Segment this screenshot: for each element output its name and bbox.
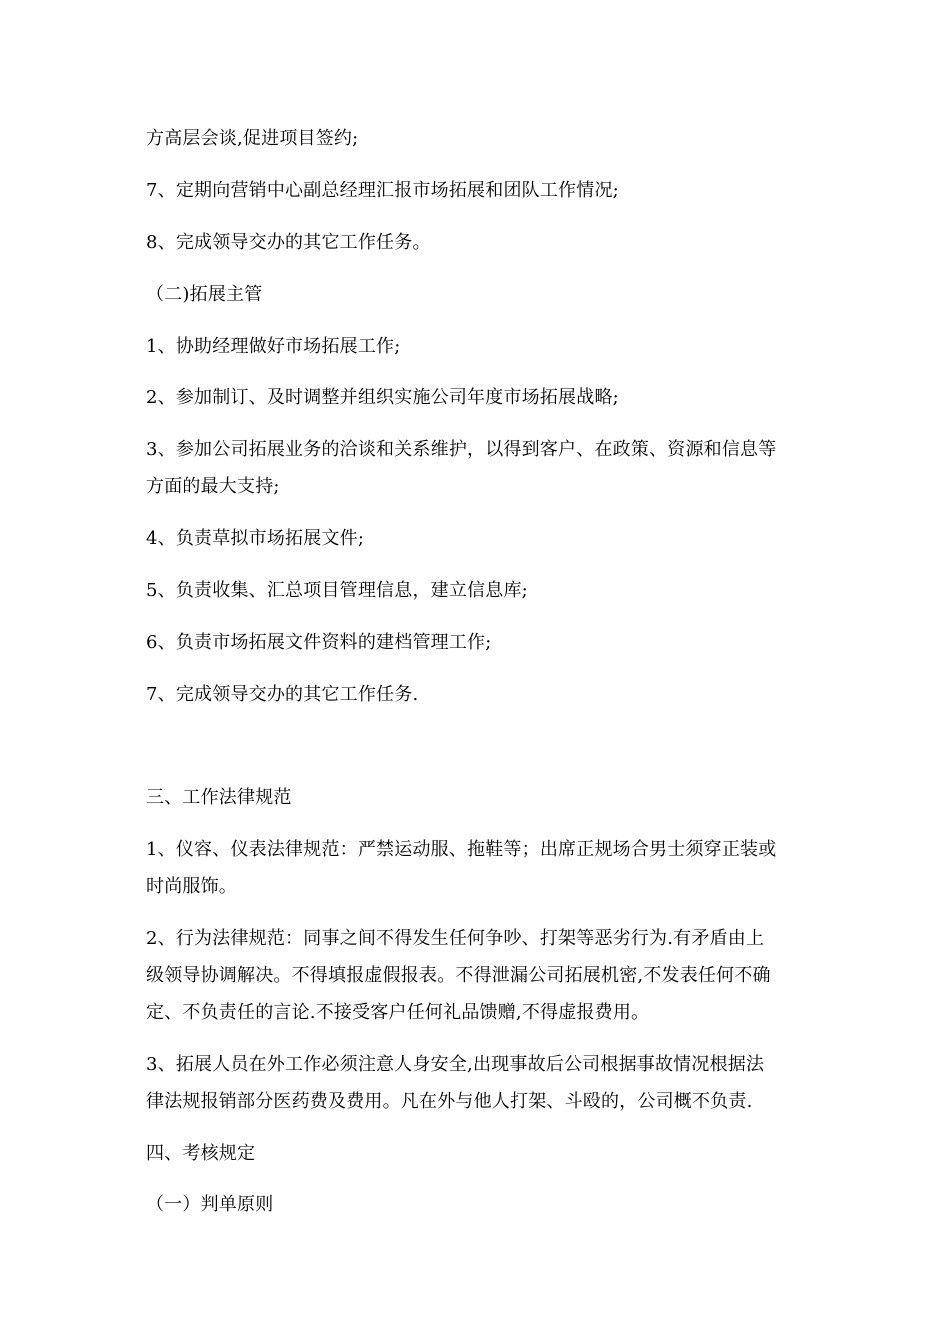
text-line-11: 6、负责市场拓展文件资料的建档管理工作; — [146, 632, 492, 653]
section-heading-3: 三、工作法律规范 — [146, 787, 292, 808]
text-line-3: 8、完成领导交办的其它工作任务。 — [146, 232, 431, 253]
text-line-14: 1、仪容、仪表法律规范：严禁运动服、拖鞋等；出席正规场合男士须穿正装或 — [146, 839, 777, 860]
text-line-15: 时尚服饰。 — [146, 876, 237, 897]
text-line-6: 2、参加制订、及时调整并组织实施公司年度市场拓展战略; — [146, 387, 619, 408]
text-line-8: 方面的最大支持; — [146, 476, 280, 497]
text-line-2: 7、定期向营销中心副总经理汇报市场拓展和团队工作情况; — [146, 180, 619, 201]
text-line-12: 7、完成领导交办的其它工作任务. — [146, 684, 419, 705]
text-line-16: 2、行为法律规范：同事之间不得发生任何争吵、打架等恶劣行为.有矛盾由上 — [146, 928, 765, 949]
text-line-10: 5、负责收集、汇总项目管理信息，建立信息库; — [146, 580, 528, 601]
text-line-17: 级领导协调解决。不得填报虚假报表。不得泄漏公司拓展机密,不发表任何不确 — [146, 965, 771, 986]
text-line-9: 4、负责草拟市场拓展文件; — [146, 528, 365, 549]
section-heading-4: 四、考核规定 — [146, 1143, 256, 1164]
text-line-5: 1、协助经理做好市场拓展工作; — [146, 336, 401, 357]
text-line-1: 方高层会谈,促进项目签约; — [146, 128, 359, 149]
text-line-7: 3、参加公司拓展业务的洽谈和关系维护，以得到客户、在政策、资源和信息等 — [146, 439, 777, 460]
text-line-18: 定、不负责任的言论.不接受客户任何礼品馈赠,不得虚报费用。 — [146, 1002, 650, 1023]
subsection-heading-4-1: （一）判单原则 — [146, 1194, 274, 1215]
section-heading-2: （二)拓展主管 — [146, 284, 263, 305]
text-line-20: 律法规报销部分医药费及费用。凡在外与他人打架、斗殴的，公司概不负责. — [146, 1091, 753, 1112]
text-line-19: 3、拓展人员在外工作必须注意人身安全,出现事故后公司根据事故情况根据法 — [146, 1054, 765, 1075]
